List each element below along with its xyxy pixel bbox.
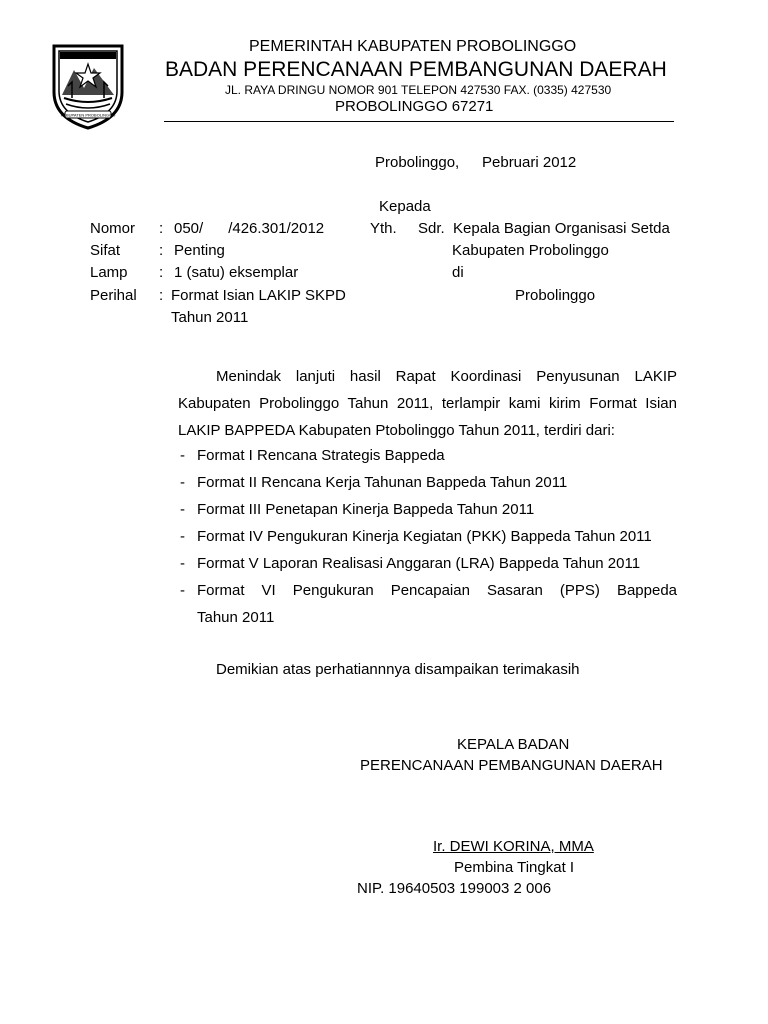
list-item: Format I Rencana Strategis Bappeda bbox=[197, 447, 445, 464]
meta-label-nomor: Nomor bbox=[90, 220, 136, 237]
meta-sep: : bbox=[159, 287, 164, 304]
date-month-year: Pebruari 2012 bbox=[482, 154, 577, 171]
coat-of-arms-logo bbox=[50, 40, 126, 130]
date-place: Probolinggo, bbox=[375, 154, 460, 171]
header-rule bbox=[164, 121, 674, 122]
meta-value-perihal: Format Isian LAKIP SKPD bbox=[171, 287, 346, 304]
signatory-nip: NIP. 19640503 199003 2 006 bbox=[357, 880, 552, 897]
meta-label-lamp: Lamp bbox=[90, 264, 128, 281]
meta-label-perihal: Perihal bbox=[90, 287, 137, 304]
meta-sep: : bbox=[159, 264, 164, 281]
list-bullet: - bbox=[180, 582, 185, 599]
list-bullet: - bbox=[180, 501, 185, 518]
closing-sentence: Demikian atas perhatiannnya disampaikan terimakasih bbox=[216, 661, 580, 678]
recipient-city: Probolinggo bbox=[515, 287, 596, 304]
recipient-yth: Yth. bbox=[370, 220, 397, 237]
list-item: Format IV Pengukuran Kinerja Kegiatan (PKK) Bappeda Tahun 2011 bbox=[197, 528, 652, 545]
meta-label-sifat: Sifat bbox=[90, 242, 121, 259]
list-bullet: - bbox=[180, 528, 185, 545]
body-paragraph-line: Menindak lanjuti hasil Rapat Koordinasi Penyusunan LAKIP bbox=[216, 368, 677, 385]
signatory-rank: Pembina Tingkat I bbox=[454, 859, 575, 876]
list-item: Format II Rencana Kerja Tahunan Bappeda Tahun 2011 bbox=[197, 474, 568, 491]
list-bullet: - bbox=[180, 474, 185, 491]
list-item: Format V Laporan Realisasi Anggaran (LRA) Bappeda Tahun 2011 bbox=[197, 555, 641, 572]
logo-ribbon-text: KABUPATEN PROBOLINGGO bbox=[60, 112, 116, 118]
list-item-cont: Tahun 2011 bbox=[197, 609, 275, 626]
agency-name: BADAN PERENCANAAN PEMBANGUNAN DAERAH bbox=[165, 58, 667, 81]
recipient-sdr: Sdr. bbox=[418, 220, 445, 237]
meta-value-lamp: 1 (satu) eksemplar bbox=[174, 264, 299, 281]
meta-value-sifat: Penting bbox=[174, 242, 225, 259]
recipient-di: di bbox=[452, 264, 464, 281]
signatory-name: Ir. DEWI KORINA, MMA bbox=[433, 838, 594, 855]
list-item: Format VI Pengukuran Pencapaian Sasaran (PPS) Bappeda bbox=[197, 582, 677, 599]
agency-city: PROBOLINGGO 67271 bbox=[335, 98, 494, 115]
agency-address: JL. RAYA DRINGU NOMOR 901 TELEPON 427530 FAX. (0335) 427530 bbox=[225, 83, 612, 97]
meta-sep: : bbox=[159, 242, 164, 259]
signature-title1: KEPALA BADAN bbox=[457, 736, 570, 753]
list-bullet: - bbox=[180, 447, 185, 464]
body-paragraph-line: LAKIP BAPPEDA Kabupaten Ptobolinggo Tahun 2011, terdiri dari: bbox=[178, 422, 615, 439]
recipient-name2: Kabupaten Probolinggo bbox=[452, 242, 609, 259]
meta-sep: : bbox=[159, 220, 164, 237]
recipient-kepada: Kepada bbox=[379, 198, 431, 215]
gov-name: PEMERINTAH KABUPATEN PROBOLINGGO bbox=[249, 38, 577, 55]
list-item: Format III Penetapan Kinerja Bappeda Tahun 2011 bbox=[197, 501, 535, 518]
list-bullet: - bbox=[180, 555, 185, 572]
meta-value-nomor: 050/ /426.301/2012 bbox=[174, 220, 325, 237]
signature-title2: PERENCANAAN PEMBANGUNAN DAERAH bbox=[360, 757, 663, 774]
meta-value-perihal-cont: Tahun 2011 bbox=[171, 309, 249, 326]
body-paragraph-line: Kabupaten Probolinggo Tahun 2011, terlampir kami kirim Format Isian bbox=[178, 395, 677, 412]
recipient-name: Kepala Bagian Organisasi Setda bbox=[453, 220, 670, 237]
